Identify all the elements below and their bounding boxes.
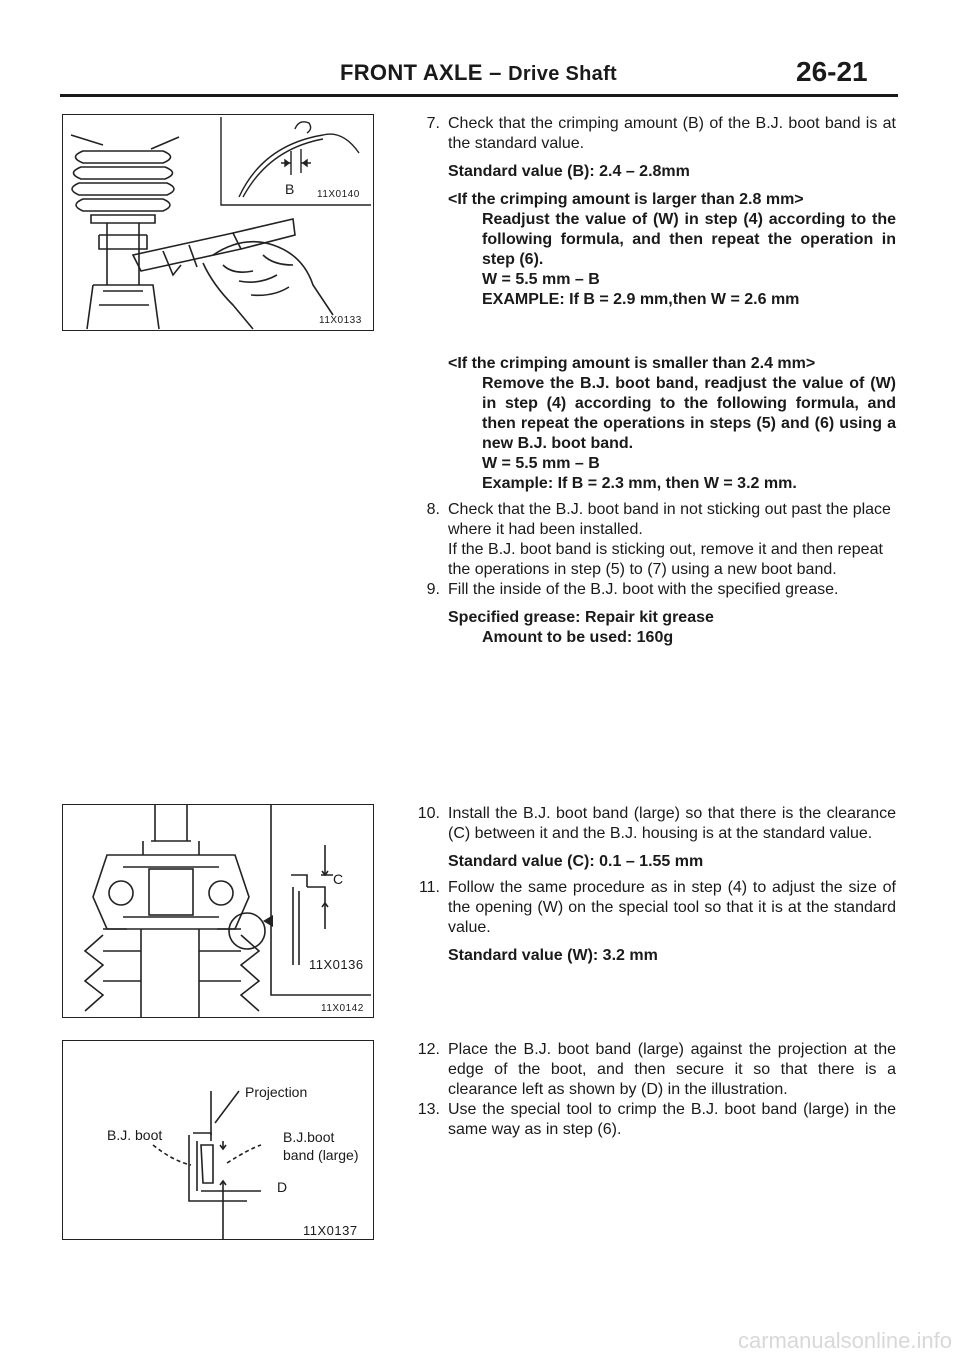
step-text: Use the special tool to crimp the B.J. boot band (large) in the same way as in step (6). [448,1101,896,1138]
step-12 [400,1040,896,1100]
step-7 [400,114,896,494]
step-11 [400,878,896,966]
label-projection: Projection [245,1084,308,1100]
case-smaller-body-block [448,374,896,494]
section-title: FRONT AXLE [340,60,483,85]
step-number: 10. [417,805,440,822]
steps-block-1 [400,114,896,648]
label-band-large: band (large) [283,1147,359,1163]
caliper-illustration [63,115,373,330]
case-larger-formula: W = 5.5 mm – B [482,271,600,288]
case-smaller-formula: W = 5.5 mm – B [482,455,600,472]
boot-band-illustration [63,805,373,1017]
case-larger-body-block [448,210,896,310]
step-text: Check that the crimping amount (B) of the B.J. boot band is at the standard value. [448,115,896,152]
figure-band-projection [62,1040,374,1240]
page-number: 26-21 [796,56,868,87]
step-text: Check that the B.J. boot band in not sticking out past the place where it had been installed. [448,501,891,538]
inset-code: 11X0140 [317,189,360,200]
header-rule [60,94,898,97]
case-larger-body: Readjust the value of (W) in step (4) according to the following formula, and then repeat the operation in step (6). [482,211,896,268]
label-d: D [277,1179,288,1195]
case-smaller-heading: <If the crimping amount is smaller than 2.4 mm> [448,355,816,372]
step-8 [400,500,896,580]
step-number: 11. [418,879,440,896]
figure-caliper-measurement [62,114,374,331]
step-9 [400,580,896,648]
figure-code: 11X0133 [319,315,362,326]
standard-value-c: Standard value (C): 0.1 – 1.55 mm [448,853,704,870]
case-larger-example: EXAMPLE: If B = 2.9 mm,then W = 2.6 mm [482,291,800,308]
step-number: 9. [426,581,440,598]
case-smaller-example: Example: If B = 2.3 mm, then W = 3.2 mm. [482,475,797,492]
amount-to-be-used: Amount to be used: 160g [482,629,674,646]
step-number: 13. [417,1101,440,1118]
step-text: Place the B.J. boot band (large) against the projection at the edge of the boot, and then secure it so that there is a clearance left as shown by (D) in the illustration. [448,1041,896,1098]
step-10 [400,804,896,872]
step-text: Follow the same procedure as in step (4) to adjust the size of the opening (W) on the special tool so that it is at the standard value. [448,879,896,936]
case-smaller-body: Remove the B.J. boot band, readjust the value of (W) in step (4) according to the following formula, and then repeat the operations in steps (5) and (6) using a new B.J. boot band. [482,375,896,452]
step-text: Install the B.J. boot band (large) so that there is the clearance (C) between it and the B.J. housing is at the standard value. [448,805,896,842]
step-text: Fill the inside of the B.J. boot with the specified grease. [448,581,839,598]
label-bj-boot-band: B.J.boot [283,1129,335,1145]
header-title: FRONT AXLE – Drive Shaft [340,60,617,85]
steps-block-3 [400,1040,896,1140]
figure-boot-band-clearance [62,804,374,1018]
label-bj-boot: B.J. boot [107,1127,163,1143]
case-larger-heading: <If the crimping amount is larger than 2.8 mm> [448,191,804,208]
figure-code: 11X0137 [303,1223,358,1238]
standard-value-b: Standard value (B): 2.4 – 2.8mm [448,163,690,180]
inset-label-c: C [333,871,344,887]
subsection-title: Drive Shaft [508,63,617,85]
specified-grease: Specified grease: Repair kit grease [448,609,714,626]
footer-watermark: carmanualsonline.info [737,1328,952,1353]
step-number: 12. [417,1041,440,1058]
step-13 [400,1100,896,1140]
step-number: 7. [426,115,440,132]
standard-value-w: Standard value (W): 3.2 mm [448,947,658,964]
figure-code: 11X0142 [321,1003,364,1014]
step-text-cont: If the B.J. boot band is sticking out, remove it and then repeat the operations in step (5) to (7) using a new boot band. [448,541,883,578]
inset-code: 11X0136 [309,957,364,972]
inset-label-b: B [285,181,295,197]
steps-block-2 [400,804,896,966]
step-number: 8. [426,501,440,518]
